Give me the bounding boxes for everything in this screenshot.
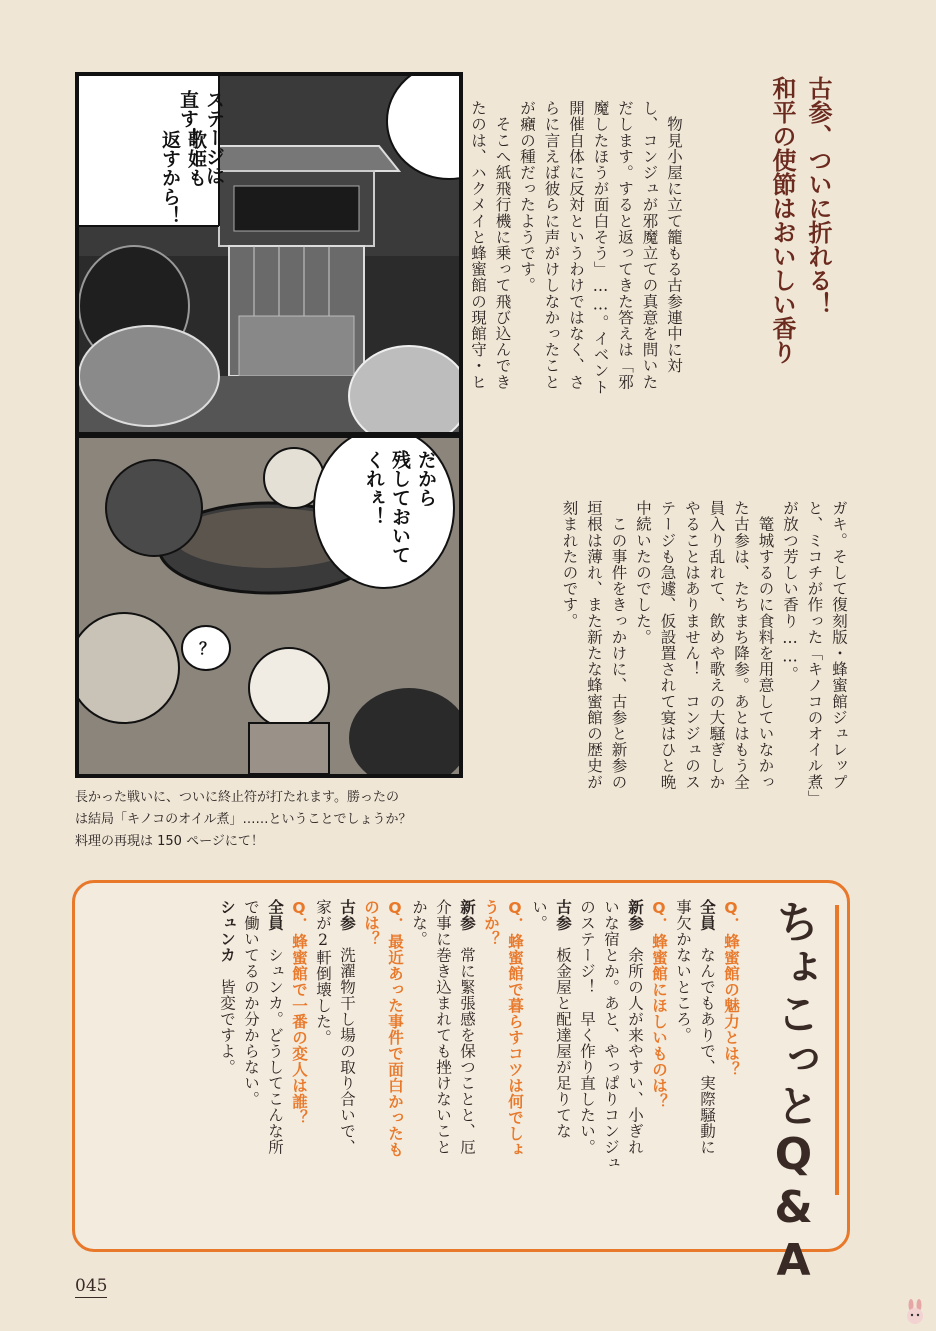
qa-line: [239, 899, 263, 1239]
qa-speaker: シュンカ: [218, 899, 236, 963]
article-line: と、ミコチが作った「キノコのオイル煮」: [805, 500, 824, 806]
speech-bubble-diva: 歌姫も 返すから！: [159, 130, 207, 225]
article-line: 魔したほうが面白そう」……。イベント: [591, 100, 610, 395]
qa-speaker: 古参: [554, 899, 572, 931]
article-body-top: [466, 100, 687, 500]
qa-line: [527, 899, 551, 1239]
article-body-bottom: [557, 500, 851, 880]
article-line: ガキ。そして復刻版・蜂蜜館ジュレップ: [830, 500, 848, 790]
speech-bubble-stage: ステージは 直す！: [177, 90, 225, 185]
qa-answer: なんでもありで、実際騒動に: [698, 931, 716, 1155]
manga-illustration: [75, 72, 463, 778]
article-line: が癪の種だったようです。: [518, 100, 536, 294]
caption-line: 長かった戦いに、ついに終止符が打たれます。勝ったの: [75, 790, 399, 805]
rabbit-logo-icon: [902, 1299, 928, 1325]
qa-line: [311, 899, 335, 1239]
headline-line-2: 和平の使節はおいしい香り: [768, 76, 796, 364]
article-line: そこへ紙飛行機に乗って飛び込んでき: [493, 100, 512, 390]
qa-line: [719, 899, 743, 1239]
qa-answer-continued: のステージ！ 早く作り直したい。: [578, 899, 596, 1155]
qa-answer-continued: 家が2軒倒壊した。: [314, 899, 332, 1046]
illustration-caption: [75, 787, 475, 853]
article-line: 刻まれたのです。: [560, 500, 579, 629]
qa-line: [599, 899, 623, 1239]
qa-question: Q．最近あった事件で面白かったも: [386, 899, 404, 1158]
article-line: 物見小屋に立て籠もる古参連中に対: [665, 100, 683, 374]
qa-speaker: 全員: [698, 899, 716, 931]
qa-line: [407, 899, 431, 1239]
qa-question: Q．蜂蜜館の魅力とは？: [722, 899, 740, 1078]
qa-answer: 洗濯物干し場の取り合いで、: [338, 931, 356, 1155]
article-line: らに言えば彼らに声がけしなかったこと: [542, 100, 561, 390]
qa-line: [383, 899, 407, 1239]
article-line: 員入り乱れて、飲めや歌えの大騒ぎしか: [707, 500, 726, 790]
article-headline: [764, 76, 836, 364]
caption-line: 料理の再現は 150 ページにて！: [75, 834, 264, 849]
qa-answer-continued: で働いてるのか分からない。: [242, 899, 260, 1107]
qa-speaker: 新参: [626, 899, 644, 931]
caption-line: は結局「キノコのオイル煮」……ということでしょうか？: [75, 812, 412, 827]
article-line: し、コンジュが邪魔立ての真意を問いた: [640, 100, 659, 390]
article-line: 垣根は薄れ、また新たな蜂蜜館の歴史が: [585, 500, 603, 790]
qa-line: [263, 899, 287, 1239]
qa-question: うか？: [482, 899, 500, 947]
article-line: が放つ芳しい香り……。: [781, 500, 799, 683]
qa-line: [287, 899, 311, 1239]
qa-answer: シュンカ。どうしてこんな所: [266, 931, 284, 1155]
article-line: この事件をきっかけに、古参と新参の: [609, 500, 628, 790]
article-line: だします。すると返ってきた答えは「邪: [616, 100, 634, 390]
article-line: 篭城するのに食料を用意していなかっ: [756, 500, 775, 790]
qa-answer: 板金屋と配達屋が足りてな: [554, 931, 572, 1139]
qa-answer: 余所の人が来やすい、小ぎれ: [626, 931, 644, 1155]
article-line: やることはありません！ コンジュのス: [683, 500, 701, 790]
qa-question: Q．蜂蜜館で暮らすコツは何でしょ: [506, 899, 524, 1158]
qa-answer-continued: かな。: [410, 899, 428, 947]
article-line: 開催自体に反対というわけではなく、さ: [567, 100, 585, 390]
qa-line: [215, 899, 239, 1239]
qa-line: [647, 899, 671, 1239]
qa-answer-continued: いな宿とか。あと、やっぱりコンジュ: [602, 899, 620, 1171]
headline-line-1: 古参、ついに折れる！: [804, 76, 832, 316]
qa-question: Q．蜂蜜館で一番の変人は誰？: [290, 899, 308, 1126]
article-line: 中続いたのでした。: [634, 500, 652, 645]
manga-panel-top: [79, 76, 459, 432]
qa-line: [623, 899, 647, 1239]
qa-line: [455, 899, 479, 1239]
panel-top-artwork: [79, 76, 459, 432]
qa-line: [335, 899, 359, 1239]
qa-line: [671, 899, 695, 1239]
qa-answer-continued: 事欠かないところ。: [674, 899, 692, 1043]
qa-answer: 常に緊張感を保つことと、厄: [458, 931, 476, 1155]
qa-answer: 皆変ですよ。: [218, 963, 236, 1075]
qa-speaker: 新参: [458, 899, 476, 931]
qa-question: のは？: [362, 899, 380, 947]
qa-line: [431, 899, 455, 1239]
speech-bubble-question: ？: [199, 639, 216, 658]
article-line: テージも急遽、仮設置されて宴はひと晩: [658, 500, 677, 790]
manga-panel-bottom: [79, 438, 459, 774]
qa-question: Q．蜂蜜館にほしいものは？: [650, 899, 668, 1110]
qa-answer-continued: 介事に巻き込まれても挫けないこと: [434, 899, 452, 1155]
qa-answer-continued: い。: [530, 899, 548, 931]
qa-speaker: 古参: [338, 899, 356, 931]
qa-content: [215, 899, 743, 1239]
qa-title: ちょこっとQ&A: [768, 899, 819, 1288]
article-line: たのは、ハクメイと蜂蜜館の現館守・ヒ: [469, 100, 487, 390]
qa-line: [575, 899, 599, 1239]
speech-bubble-leave-some: だから 残しておいて くれぇ！: [363, 450, 437, 564]
article-line: た古参は、たちまち降参。あとはもう全: [732, 500, 750, 790]
qa-line: [551, 899, 575, 1239]
page-number: 045: [75, 1276, 108, 1296]
qa-line: [503, 899, 527, 1239]
qa-line: [359, 899, 383, 1239]
qa-speaker: 全員: [266, 899, 284, 931]
qa-line: [695, 899, 719, 1239]
qa-line: [479, 899, 503, 1239]
qa-title-bar: [835, 905, 839, 1195]
